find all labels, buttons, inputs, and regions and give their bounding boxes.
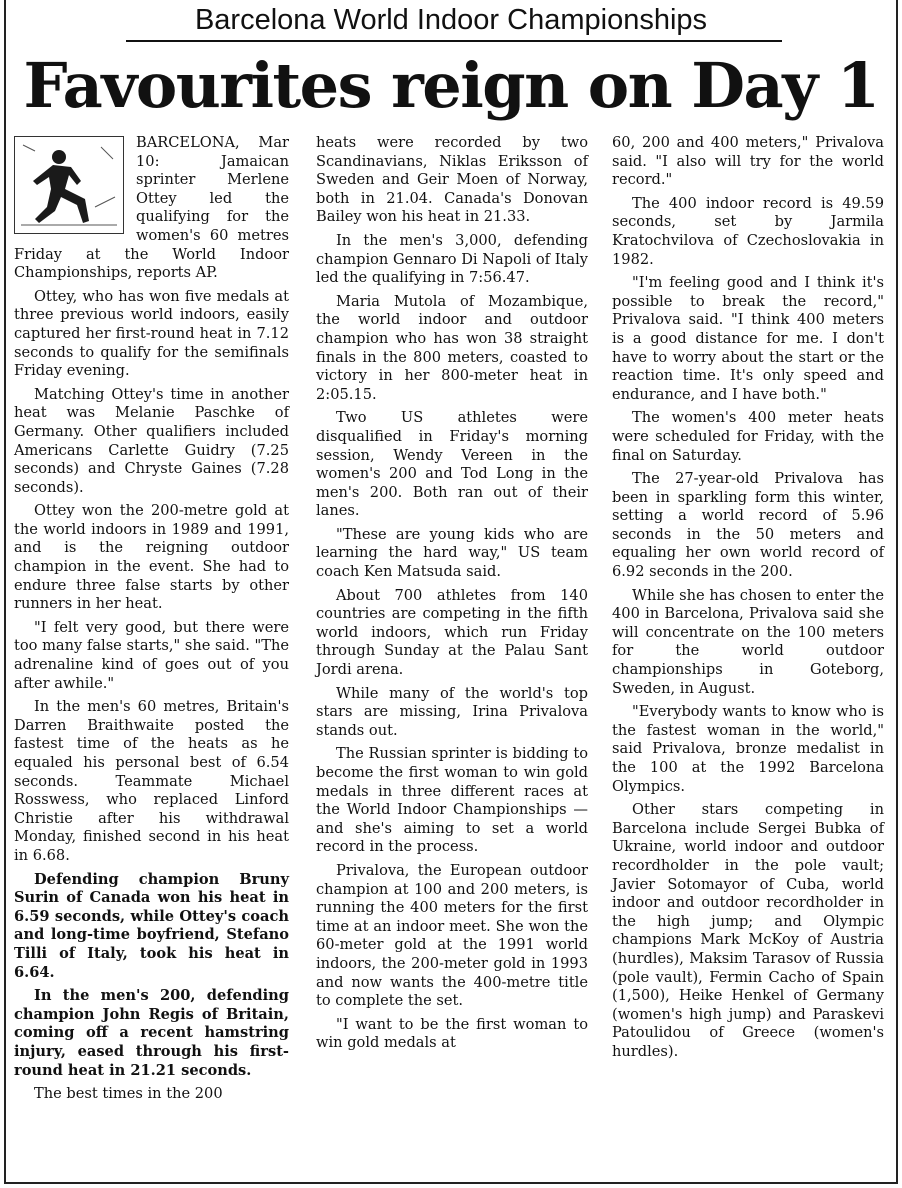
paragraph: In the men's 60 metres, Britain's Darren Braithwaite posted the fastest time of the heats as he equaled his personal best of 6.54 seconds. Teammate Michael Rosswess, who replaced Linford Christie after his withdrawal Monday, finished second in his heat in 6.68.	[14, 698, 289, 864]
kicker-underline	[126, 40, 782, 42]
paragraph: About 700 athletes from 140 countries are competing in the fifth world indoors, which run Friday through Sunday at the Palau Sant Jordi arena.	[316, 586, 588, 679]
sprinter-photo	[14, 136, 124, 234]
paragraph-text: Jamaican sprinter Merlene Ottey led the qualifying for the women's 60 metres Friday at the World Indoor Championships, reports AP.	[14, 152, 289, 282]
paragraph: Other stars competing in Barcelona include Sergei Bubka of Ukraine, world indoor and outdoor recordholder in the pole vault; Javier Sotomayor of Cuba, world indoor and outdoor recordholder in the high jump; and Olympic champions Mark McKoy of Austria (hurdles), Maksim Tarasov of Russia (pole vault), Fermin Cacho of Spain (1,500), Heike Henkel of Germany (women's high jump) and Paraskevi Patoulidou of Greece (women's hurdles).	[612, 801, 884, 1060]
paragraph: The 400 indoor record is 49.59 seconds, set by Jarmila Kratochvilova of Czechoslovakia in 1982.	[612, 194, 884, 268]
paragraph: heats were recorded by two Scandinavians, Niklas Eriksson of Sweden and Geir Moen of Norway, both in 21.04. Canada's Donovan Bailey won his heat in 21.33.	[316, 134, 588, 226]
paragraph: "I felt very good, but there were too many false starts," she said. "The adrenaline kind of goes out of you after awhile."	[14, 618, 289, 692]
paragraph: While she has chosen to enter the 400 in Barcelona, Privalova said she will concentrate on the 100 meters for the world outdoor championships in Goteborg, Sweden, in August.	[612, 586, 884, 697]
paragraph: Maria Mutola of Mozambique, the world indoor and outdoor champion who has won 38 straight finals in the 800 meters, coasted to victory in her 800-meter heat in 2:05.15.	[316, 292, 588, 403]
article-headline: Favourites reign on Day 1	[23, 49, 879, 122]
paragraph: In the men's 3,000, defending champion Gennaro Di Napoli of Italy led the qualifying in 7:56.47.	[316, 231, 588, 287]
article-kicker: Barcelona World Indoor Championships	[194, 4, 708, 36]
paragraph: While many of the world's top stars are missing, Irina Privalova stands out.	[316, 684, 588, 739]
paragraph: Defending champion Bruny Surin of Canada won his heat in 6.59 seconds, while Ottey's coach and long-time boyfriend, Stefano Tilli of Italy, took his heat in 6.64.	[14, 870, 289, 981]
paragraph: Privalova, the European outdoor champion at 100 and 200 meters, is running the 400 meters for the first time at an indoor meet. She won the 60-meter gold at the 1991 world indoors, the 200-meter gold in 1993 and now wants the 400-metre title to complete the set.	[316, 861, 588, 1010]
paragraph: "Everybody wants to know who is the fastest woman in the world," said Privalova, bronze medalist in the 100 at the 1992 Barcelona Olympics.	[612, 703, 884, 795]
paragraph: The women's 400 meter heats were scheduled for Friday, with the final on Saturday.	[612, 409, 884, 464]
paragraph: "I want to be the first woman to win gold medals at	[316, 1015, 588, 1052]
article-column-3	[612, 134, 884, 1067]
paragraph: 60, 200 and 400 meters," Privalova said. "I also will try for the world record."	[612, 134, 884, 189]
paragraph: The 27-year-old Privalova has been in sparkling form this winter, setting a world record of 5.96 seconds in the 50 meters and equaling her own world record of 6.92 seconds in the 200.	[612, 470, 884, 581]
paragraph: Two US athletes were disqualified in Friday's morning session, Wendy Vereen in the women's 200 and Tod Long in the men's 200. Both ran out of their lanes.	[316, 409, 588, 520]
paragraph: "I'm feeling good and I think it's possible to break the record," Privalova said. "I think 400 meters is a good distance for me. I don't have to worry about the start or the reaction time. It's only speed and endurance, and I have both."	[612, 274, 884, 403]
article-column-2	[316, 134, 588, 1058]
article-column-1	[14, 134, 289, 1109]
paragraph: The Russian sprinter is bidding to become the first woman to win gold medals in three different races at the World Indoor Championships — and she's aiming to set a world record in the process.	[316, 745, 588, 856]
paragraph: "These are young kids who are learning the hard way," US team coach Ken Matsuda said.	[316, 525, 588, 581]
dateline: BARCELONA, Mar 10:	[136, 134, 289, 170]
paragraph: Matching Ottey's time in another heat was Melanie Paschke of Germany. Other qualifiers included Americans Carlette Guidry (7.25 seconds) and Chryste Gaines (7.28 seconds).	[14, 385, 289, 496]
paragraph: Ottey, who has won five medals at three previous world indoors, easily captured her first-round heat in 7.12 seconds to qualify for the semifinals Friday evening.	[14, 287, 289, 380]
paragraph: Ottey won the 200-metre gold at the world indoors in 1989 and 1991, and is the reigning outdoor champion in the event. She had to endure three false starts by other runners in her heat.	[14, 502, 289, 613]
paragraph: In the men's 200, defending champion John Regis of Britain, coming off a recent hamstring injury, eased through his first-round heat in 21.21 seconds.	[14, 987, 289, 1079]
paragraph: The best times in the 200	[34, 1085, 223, 1103]
